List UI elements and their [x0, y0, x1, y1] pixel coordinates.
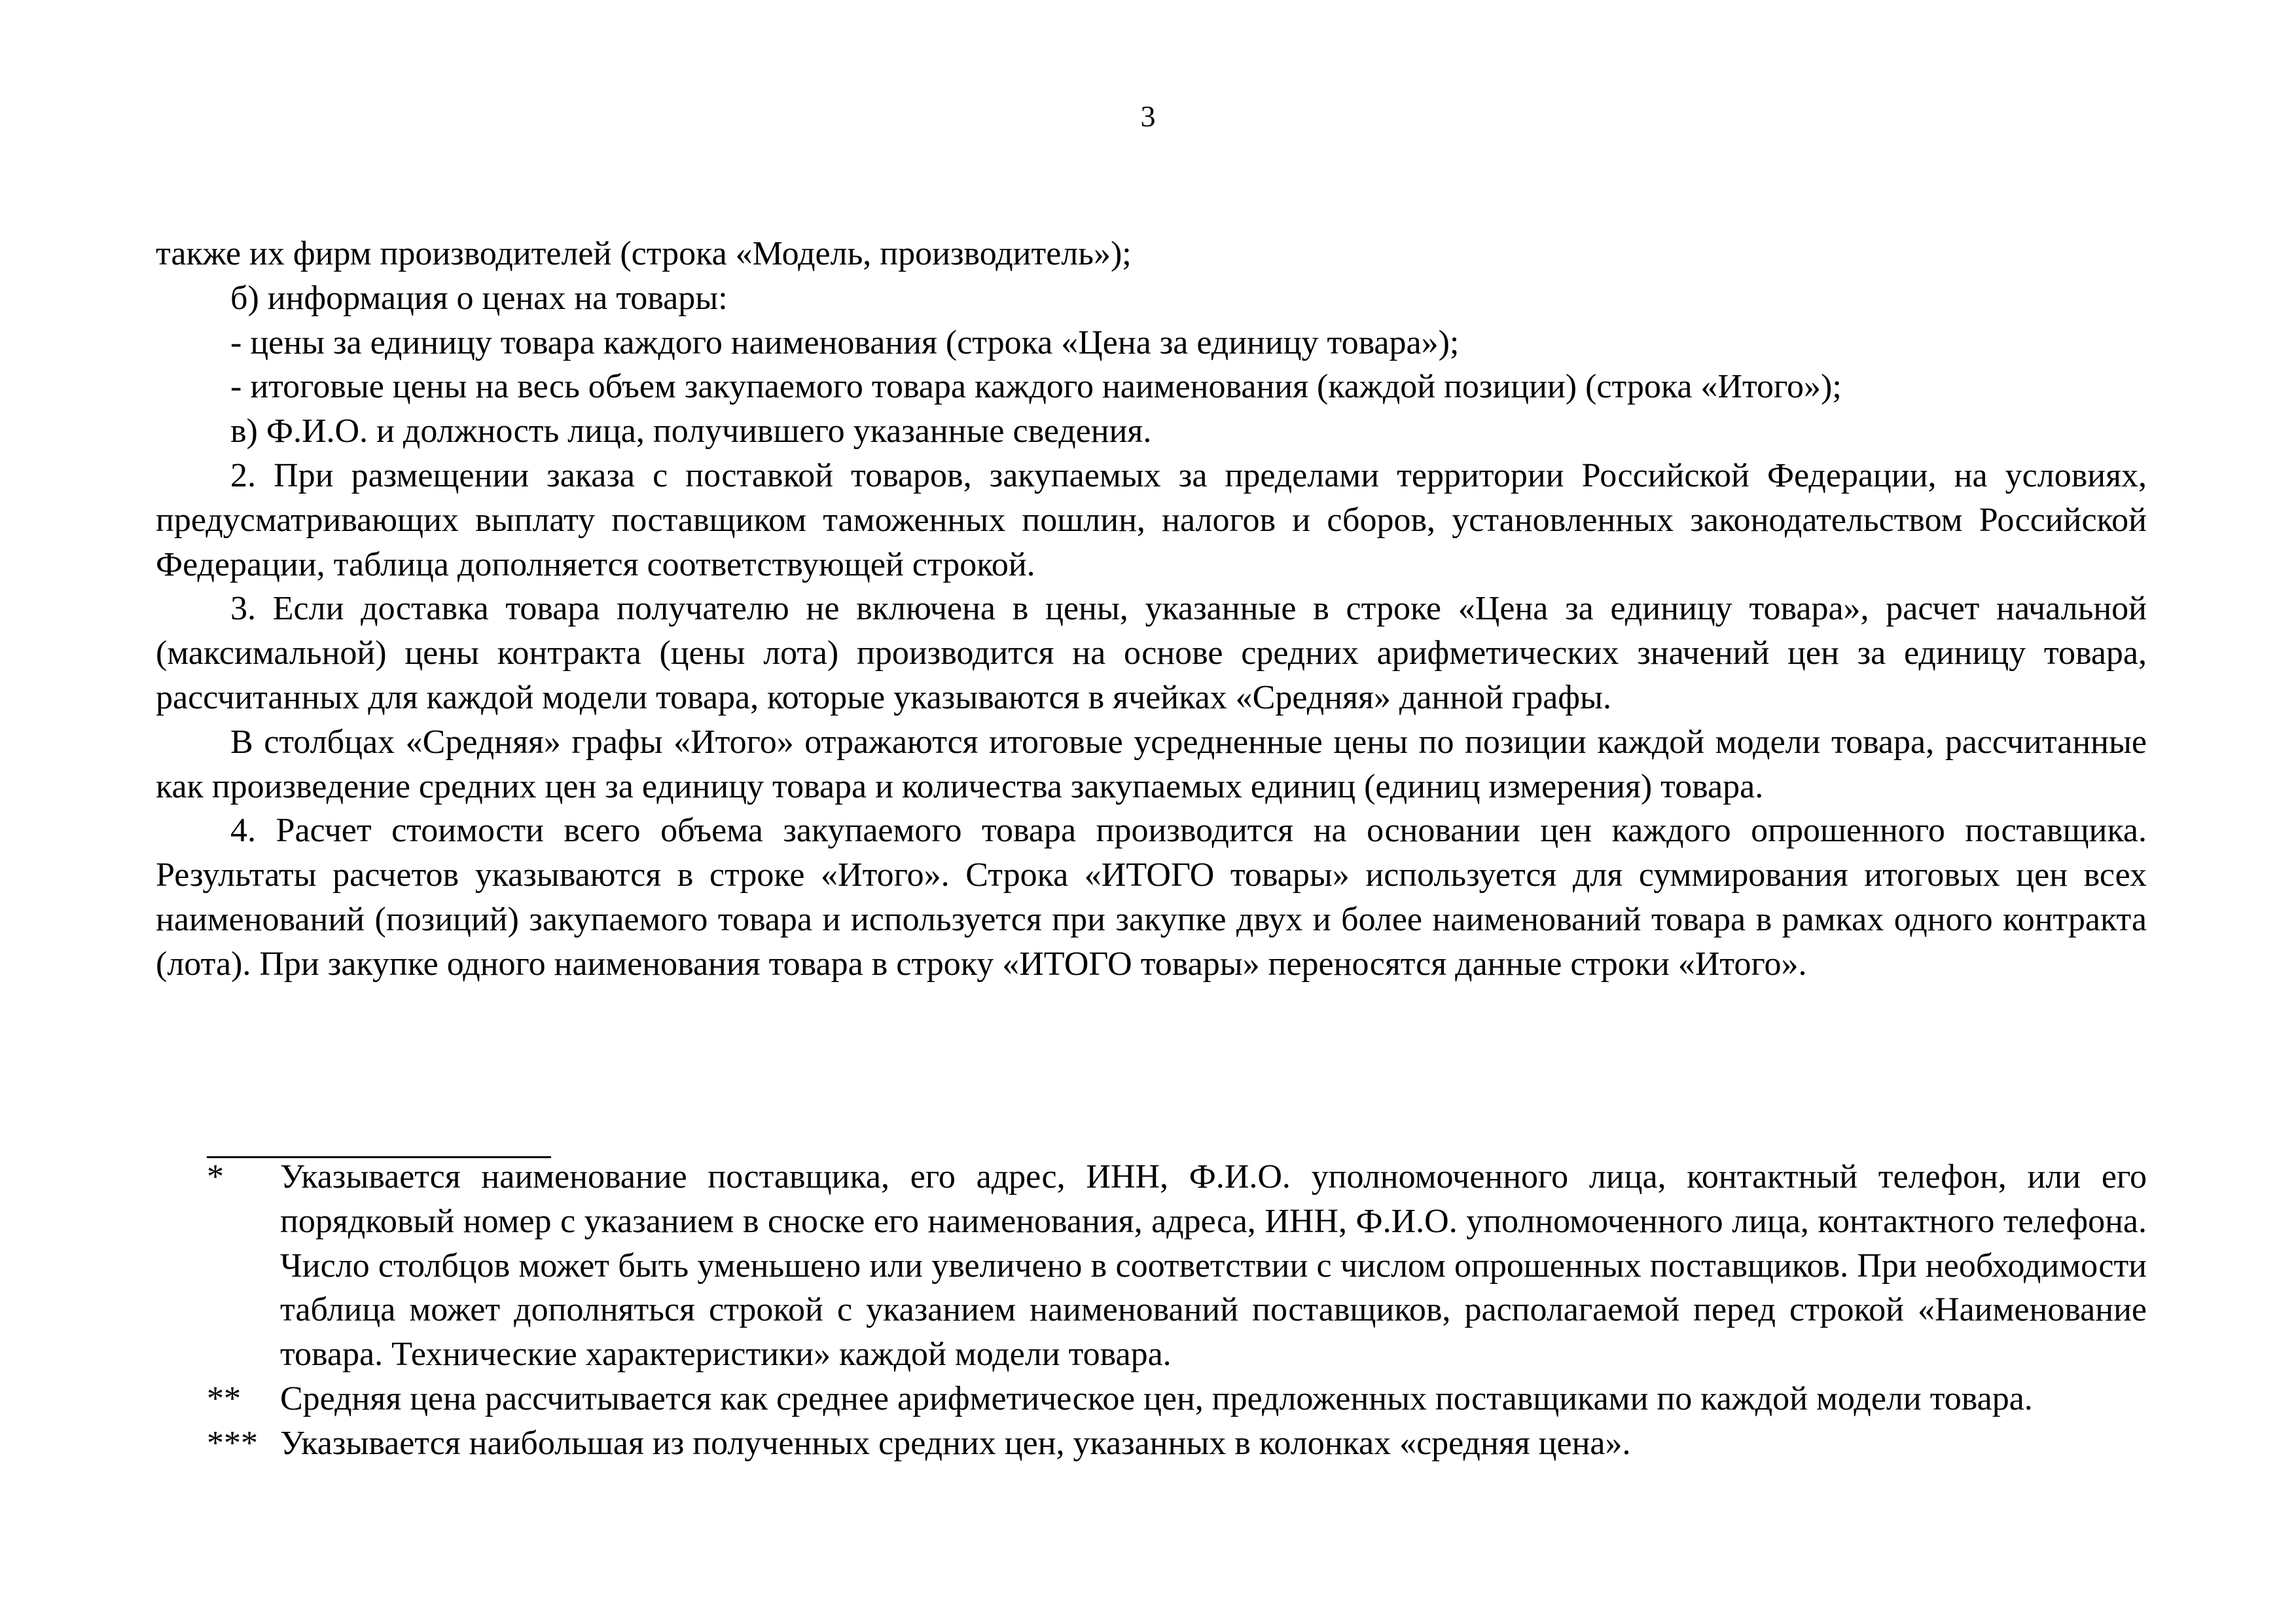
footnotes: [207, 1155, 2147, 1466]
footnote-1: [207, 1155, 2147, 1377]
paragraph-total-price: - итоговые цены на весь объем закупаемого товара каждого наименования (каждой позиции) (строка «Итого»);: [230, 368, 1842, 406]
footnote-text: Указывается наибольшая из полученных средних цен, указанных в колонках «средняя цена».: [280, 1424, 1631, 1462]
page-number: 3: [1140, 100, 1156, 133]
footnote-text: Указывается наименование поставщика, его адрес, ИНН, Ф.И.О. уполномоченного лица, контактный телефон, или его порядковый номер с указанием в сноске его наименования, адреса, ИНН, Ф.И.О. уполномоченного лица, контактного телефона. Число столбцов может быть уменьшено или увеличено в соответствии с числом опрошенных поставщиков. При необходимости таблица может дополняться строкой с указанием наименований поставщиков, располагаемой перед строкой «Наименование товара. Технические характеристики» каждой модели товара.: [280, 1158, 2147, 1374]
paragraph-unit-price: - цены за единицу товара каждого наименования (строка «Цена за единицу товара»);: [230, 323, 1460, 361]
paragraph-item-b: б) информация о ценах на товары:: [230, 279, 728, 317]
document-body: [156, 232, 2147, 987]
paragraph-average-columns: В столбцах «Средняя» графы «Итого» отражаются итоговые усредненные цены по позиции каждой модели товара, рассчитанные как произведение средних цен за единицу товара и количества закупаемых единиц (единиц измерения) товара.: [156, 723, 2147, 805]
paragraph-item-v: в) Ф.И.О. и должность лица, получившего указанные сведения.: [230, 412, 1152, 450]
footnote-mark: ***: [207, 1424, 258, 1462]
paragraph-3: 3. Если доставка товара получателю не включена в цены, указанные в строке «Цена за единицу товара», расчет начальной (максимальной) цены контракта (цены лота) производится на основе средних арифметических значений цен за единицу товара, рассчитанных для каждой модели товара, которые указываются в ячейках «Средняя» данной графы.: [156, 590, 2147, 716]
footnote-mark: *: [207, 1158, 224, 1195]
footnote-3: [207, 1421, 2147, 1466]
footnote-text: Средняя цена рассчитывается как среднее арифметическое цен, предложенных поставщиками по каждой модели товара.: [280, 1379, 2033, 1417]
paragraph-2: 2. При размещении заказа с поставкой товаров, закупаемых за пределами территории Российской Федерации, на условиях, предусматривающих выплату поставщиком таможенных пошлин, налогов и сборов, установленных законодательством Российской Федерации, таблица дополняется соответствующей строкой.: [156, 456, 2147, 583]
footnote-mark: **: [207, 1379, 241, 1417]
paragraph-4: 4. Расчет стоимости всего объема закупаемого товара производится на основании цен каждого опрошенного поставщика. Результаты расчетов указываются в строке «Итого». Строка «ИТОГО товары» используется для суммирования итоговых цен всех наименований (позиций) закупаемого товара и используется при закупке двух и более наименований товара в рамках одного контракта (лота). При закупке одного наименования товара в строку «ИТОГО товары» переносятся данные строки «Итого».: [156, 812, 2147, 983]
footnote-2: [207, 1377, 2147, 1421]
paragraph-continuation: также их фирм производителей (строка «Модель, производитель»);: [156, 235, 1132, 272]
